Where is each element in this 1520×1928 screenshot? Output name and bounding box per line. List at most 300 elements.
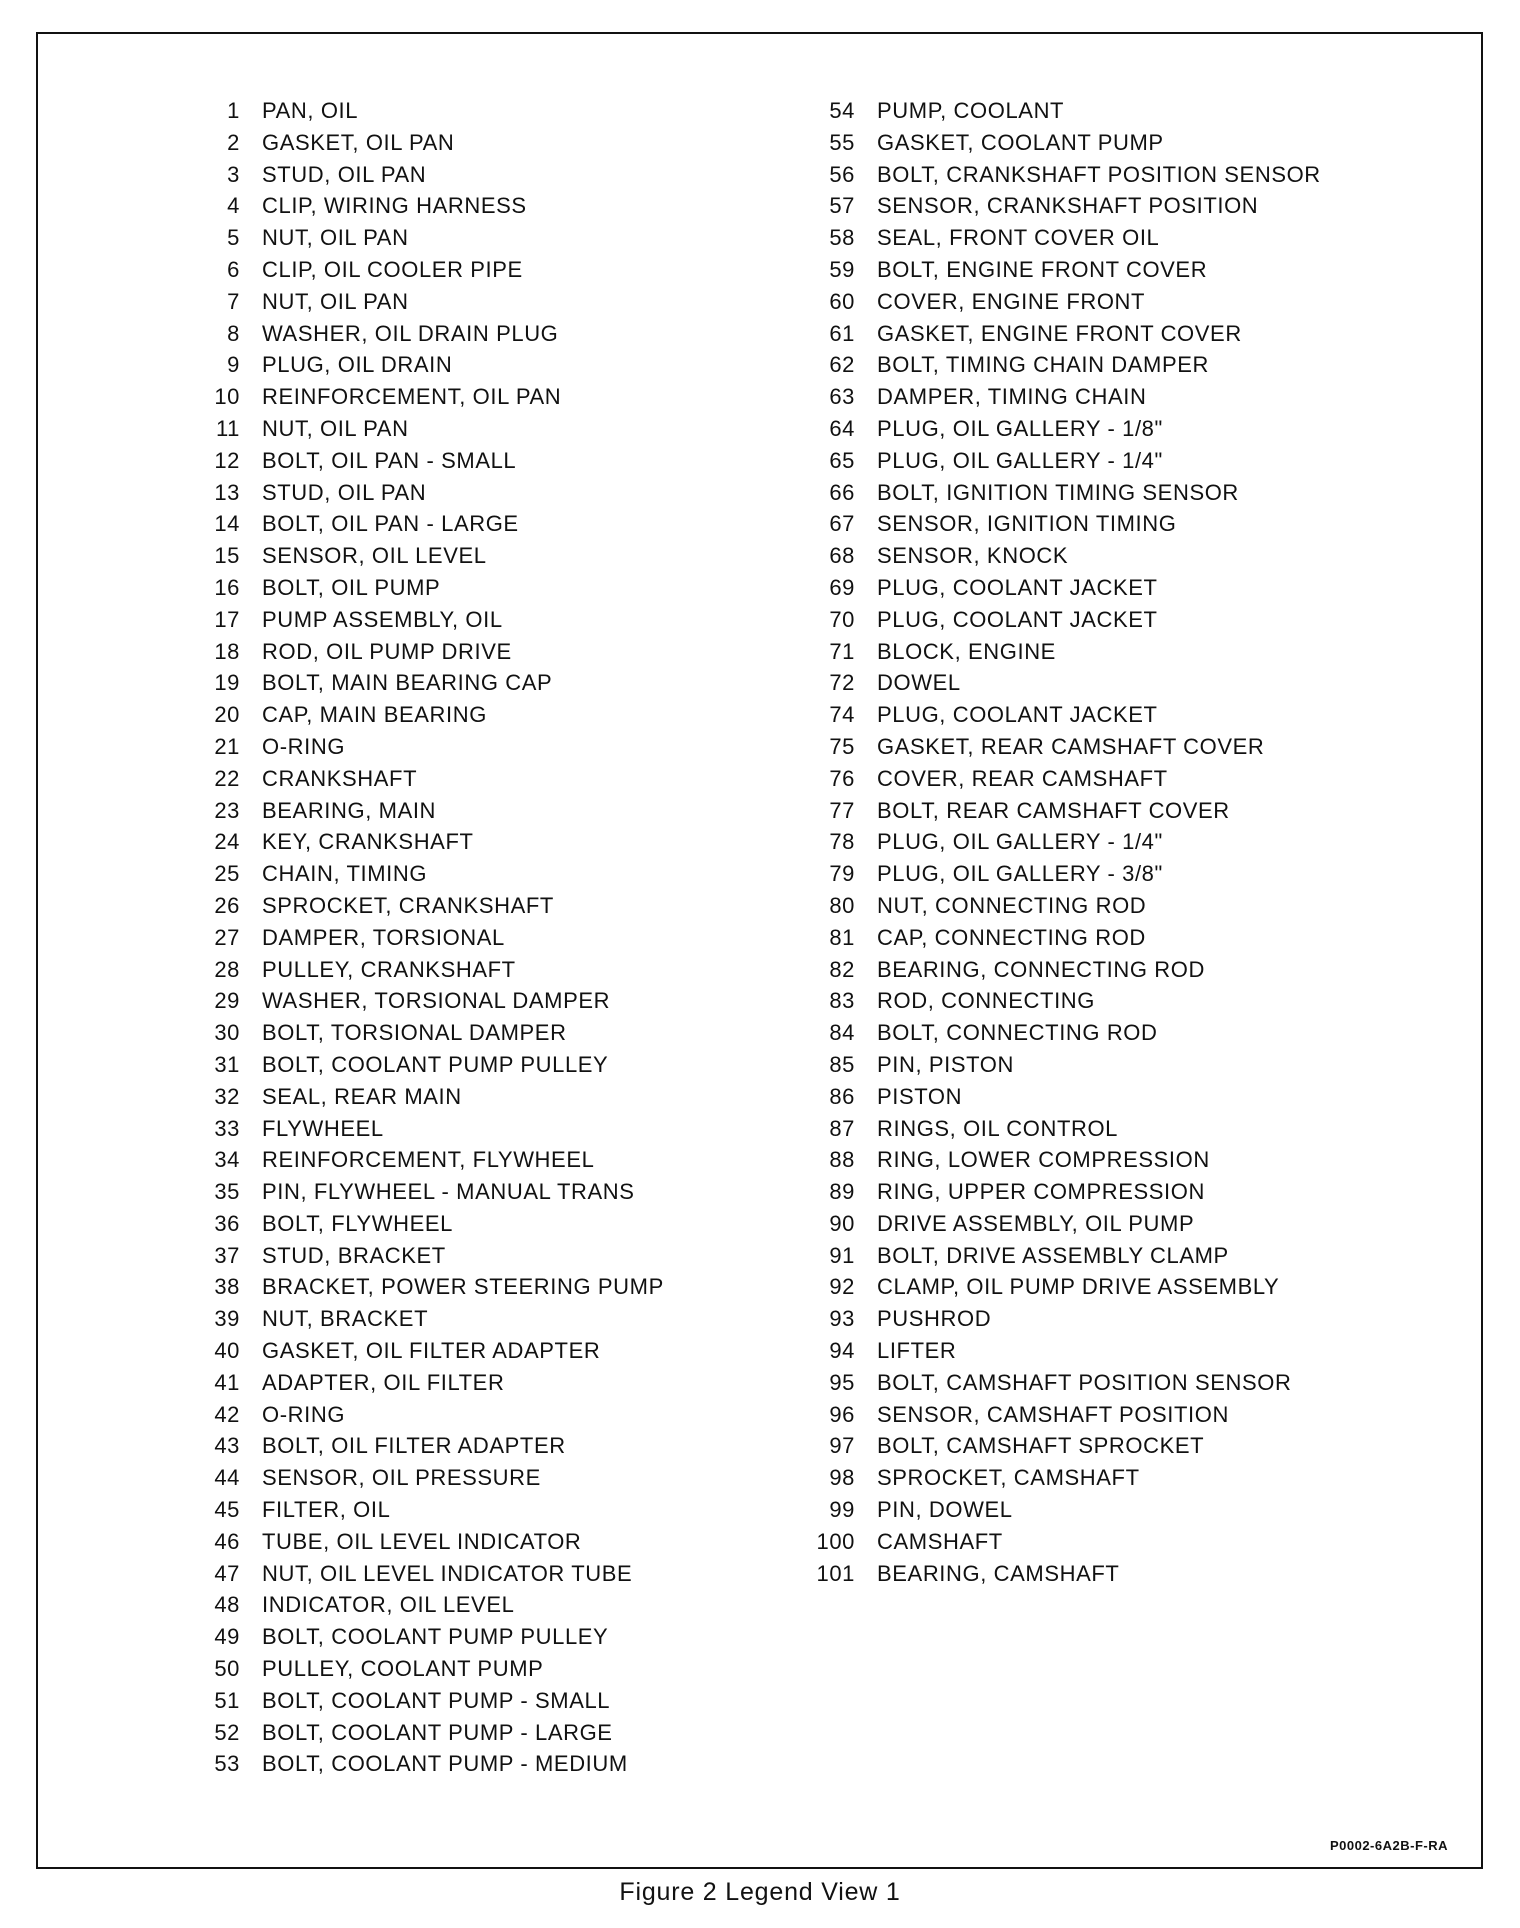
legend-item-number: 52 bbox=[214, 1719, 240, 1745]
legend-item bbox=[803, 1211, 1321, 1243]
legend-item bbox=[803, 416, 1321, 448]
legend-item bbox=[803, 1465, 1321, 1497]
legend-item-number: 97 bbox=[829, 1433, 855, 1459]
legend-item-number: 5 bbox=[227, 225, 240, 251]
legend-item-number: 89 bbox=[829, 1179, 855, 1205]
legend-item-label: NUT, OIL PAN bbox=[262, 288, 409, 314]
legend-item bbox=[803, 193, 1321, 225]
legend-item bbox=[188, 1084, 664, 1116]
legend-item bbox=[803, 321, 1321, 353]
legend-item-number: 70 bbox=[829, 606, 855, 632]
legend-item bbox=[803, 957, 1321, 989]
legend-item-label: BOLT, IGNITION TIMING SENSOR bbox=[877, 479, 1239, 505]
legend-item-label: BOLT, COOLANT PUMP PULLEY bbox=[262, 1624, 609, 1650]
legend-item-number: 34 bbox=[214, 1147, 240, 1173]
legend-item-label: BOLT, CRANKSHAFT POSITION SENSOR bbox=[877, 161, 1321, 187]
legend-item-number: 95 bbox=[829, 1369, 855, 1395]
legend-item-number: 19 bbox=[214, 670, 240, 696]
legend-item-number: 21 bbox=[214, 733, 240, 759]
legend-item bbox=[803, 639, 1321, 671]
legend-item-number: 45 bbox=[214, 1497, 240, 1523]
legend-item bbox=[803, 448, 1321, 480]
legend-item bbox=[188, 1052, 664, 1084]
legend-item-label: CAP, CONNECTING ROD bbox=[877, 924, 1146, 950]
legend-item bbox=[188, 1624, 664, 1656]
legend-item bbox=[188, 1433, 664, 1465]
legend-item bbox=[188, 321, 664, 353]
legend-item-number: 31 bbox=[214, 1051, 240, 1077]
legend-item-label: BOLT, OIL PAN - LARGE bbox=[262, 511, 519, 537]
legend-item-label: CLIP, OIL COOLER PIPE bbox=[262, 256, 523, 282]
legend-item bbox=[803, 130, 1321, 162]
legend-item-label: NUT, BRACKET bbox=[262, 1306, 429, 1332]
legend-item-label: CLAMP, OIL PUMP DRIVE ASSEMBLY bbox=[877, 1274, 1280, 1300]
legend-item-label: REINFORCEMENT, OIL PAN bbox=[262, 384, 562, 410]
legend-item-label: PUSHROD bbox=[877, 1306, 992, 1332]
legend-item-number: 46 bbox=[214, 1528, 240, 1554]
legend-item-number: 60 bbox=[829, 288, 855, 314]
legend-item-number: 13 bbox=[214, 479, 240, 505]
legend-item-label: DAMPER, TORSIONAL bbox=[262, 924, 505, 950]
legend-item bbox=[803, 352, 1321, 384]
legend-item-label: NUT, OIL LEVEL INDICATOR TUBE bbox=[262, 1560, 633, 1586]
legend-item-number: 68 bbox=[829, 543, 855, 569]
legend-item-label: BOLT, TORSIONAL DAMPER bbox=[262, 1020, 567, 1046]
legend-item bbox=[803, 1529, 1321, 1561]
legend-item bbox=[188, 957, 664, 989]
legend-item bbox=[188, 639, 664, 671]
figure-code: P0002-6A2B-F-RA bbox=[1329, 1838, 1448, 1853]
legend-item-number: 41 bbox=[214, 1369, 240, 1395]
legend-item bbox=[803, 543, 1321, 575]
legend-item bbox=[803, 734, 1321, 766]
legend-item-label: CHAIN, TIMING bbox=[262, 861, 428, 887]
legend-item-number: 99 bbox=[829, 1497, 855, 1523]
legend-item bbox=[803, 480, 1321, 512]
legend-item-number: 98 bbox=[829, 1465, 855, 1491]
legend-item bbox=[188, 829, 664, 861]
legend-item-label: GASKET, OIL FILTER ADAPTER bbox=[262, 1338, 601, 1364]
legend-item-label: GASKET, ENGINE FRONT COVER bbox=[877, 320, 1242, 346]
legend-item-number: 6 bbox=[227, 256, 240, 282]
legend-item-number: 71 bbox=[829, 638, 855, 664]
legend-item-label: BLOCK, ENGINE bbox=[877, 638, 1056, 664]
legend-item-number: 9 bbox=[227, 352, 240, 378]
legend-item-number: 100 bbox=[816, 1528, 855, 1554]
legend-item-number: 74 bbox=[829, 702, 855, 728]
legend-item-label: BOLT, OIL PUMP bbox=[262, 574, 441, 600]
legend-item-label: INDICATOR, OIL LEVEL bbox=[262, 1592, 515, 1618]
legend-item bbox=[803, 893, 1321, 925]
legend-item-number: 72 bbox=[829, 670, 855, 696]
legend-item-number: 25 bbox=[214, 861, 240, 887]
legend-item-label: SENSOR, KNOCK bbox=[877, 543, 1069, 569]
legend-item-number: 66 bbox=[829, 479, 855, 505]
legend-item-number: 86 bbox=[829, 1083, 855, 1109]
legend-item bbox=[188, 925, 664, 957]
legend-item-label: PIN, FLYWHEEL - MANUAL TRANS bbox=[262, 1179, 635, 1205]
legend-column-left bbox=[188, 98, 664, 1783]
legend-item-number: 14 bbox=[214, 511, 240, 537]
legend-item bbox=[188, 575, 664, 607]
legend-item bbox=[188, 607, 664, 639]
legend-item bbox=[803, 702, 1321, 734]
legend-item-label: CLIP, WIRING HARNESS bbox=[262, 193, 527, 219]
legend-item-number: 36 bbox=[214, 1210, 240, 1236]
legend-item-number: 62 bbox=[829, 352, 855, 378]
legend-item-number: 28 bbox=[214, 956, 240, 982]
legend-item-label: BEARING, MAIN bbox=[262, 797, 437, 823]
legend-item-label: PLUG, OIL DRAIN bbox=[262, 352, 453, 378]
legend-item bbox=[803, 1243, 1321, 1275]
legend-item-number: 87 bbox=[829, 1115, 855, 1141]
legend-item-number: 4 bbox=[227, 193, 240, 219]
legend-item-number: 81 bbox=[829, 924, 855, 950]
legend-item-label: CAMSHAFT bbox=[877, 1528, 1003, 1554]
legend-item-label: BOLT, COOLANT PUMP - LARGE bbox=[262, 1719, 613, 1745]
legend-item-number: 39 bbox=[214, 1306, 240, 1332]
legend-item-number: 37 bbox=[214, 1242, 240, 1268]
legend-item-number: 101 bbox=[816, 1560, 855, 1586]
legend-item-label: CRANKSHAFT bbox=[262, 765, 418, 791]
legend-item-label: STUD, OIL PAN bbox=[262, 161, 427, 187]
legend-item bbox=[803, 1433, 1321, 1465]
legend-item-number: 67 bbox=[829, 511, 855, 537]
legend-item-label: ADAPTER, OIL FILTER bbox=[262, 1369, 505, 1395]
legend-item bbox=[188, 1306, 664, 1338]
legend-item-number: 50 bbox=[214, 1656, 240, 1682]
legend-item bbox=[188, 1465, 664, 1497]
legend-item bbox=[188, 1338, 664, 1370]
legend-item bbox=[188, 1211, 664, 1243]
legend-item bbox=[803, 289, 1321, 321]
legend-item-number: 20 bbox=[214, 702, 240, 728]
legend-item-label: PLUG, COOLANT JACKET bbox=[877, 606, 1158, 632]
legend-item-label: COVER, REAR CAMSHAFT bbox=[877, 765, 1168, 791]
legend-item-label: BOLT, DRIVE ASSEMBLY CLAMP bbox=[877, 1242, 1229, 1268]
legend-item-number: 3 bbox=[227, 161, 240, 187]
legend-item-number: 63 bbox=[829, 384, 855, 410]
legend-item-label: FLYWHEEL bbox=[262, 1115, 384, 1141]
legend-item bbox=[188, 480, 664, 512]
legend-item-label: LIFTER bbox=[877, 1338, 957, 1364]
legend-item-number: 61 bbox=[829, 320, 855, 346]
legend-item bbox=[803, 988, 1321, 1020]
legend-item bbox=[188, 734, 664, 766]
legend-item-label: BOLT, ENGINE FRONT COVER bbox=[877, 256, 1208, 282]
legend-item-label: PLUG, COOLANT JACKET bbox=[877, 574, 1158, 600]
legend-item-label: WASHER, OIL DRAIN PLUG bbox=[262, 320, 559, 346]
legend-item-label: NUT, OIL PAN bbox=[262, 225, 409, 251]
legend-item-number: 53 bbox=[214, 1751, 240, 1777]
legend-item-number: 47 bbox=[214, 1560, 240, 1586]
legend-item-number: 75 bbox=[829, 733, 855, 759]
legend-item-label: ROD, OIL PUMP DRIVE bbox=[262, 638, 512, 664]
legend-item-number: 15 bbox=[214, 543, 240, 569]
legend-item-label: GASKET, OIL PAN bbox=[262, 129, 455, 155]
legend-item-number: 90 bbox=[829, 1210, 855, 1236]
legend-item-number: 77 bbox=[829, 797, 855, 823]
legend-item-label: O-RING bbox=[262, 733, 346, 759]
legend-item bbox=[188, 384, 664, 416]
legend-item bbox=[188, 130, 664, 162]
legend-item bbox=[803, 1370, 1321, 1402]
legend-item bbox=[803, 162, 1321, 194]
legend-item bbox=[188, 798, 664, 830]
legend-item-number: 44 bbox=[214, 1465, 240, 1491]
legend-item-number: 58 bbox=[829, 225, 855, 251]
legend-item-label: SENSOR, IGNITION TIMING bbox=[877, 511, 1177, 537]
legend-item-label: NUT, OIL PAN bbox=[262, 415, 409, 441]
legend-item-label: ROD, CONNECTING bbox=[877, 988, 1095, 1014]
legend-item-number: 69 bbox=[829, 574, 855, 600]
legend-item-number: 11 bbox=[215, 415, 240, 441]
legend-item-label: BRACKET, POWER STEERING PUMP bbox=[262, 1274, 664, 1300]
legend-item-number: 64 bbox=[829, 415, 855, 441]
legend-item bbox=[188, 1720, 664, 1752]
legend-item-label: BOLT, REAR CAMSHAFT COVER bbox=[877, 797, 1230, 823]
legend-item-label: NUT, CONNECTING ROD bbox=[877, 892, 1147, 918]
legend-item-label: CAP, MAIN BEARING bbox=[262, 702, 487, 728]
legend-item-label: SENSOR, CRANKSHAFT POSITION bbox=[877, 193, 1259, 219]
legend-item bbox=[803, 798, 1321, 830]
legend-item bbox=[803, 1084, 1321, 1116]
legend-item-number: 23 bbox=[214, 797, 240, 823]
legend-item bbox=[188, 893, 664, 925]
legend-item-label: KEY, CRANKSHAFT bbox=[262, 829, 474, 855]
legend-item-number: 78 bbox=[829, 829, 855, 855]
legend-item-label: COVER, ENGINE FRONT bbox=[877, 288, 1146, 314]
legend-item-label: SENSOR, OIL LEVEL bbox=[262, 543, 487, 569]
legend-item-number: 27 bbox=[214, 924, 240, 950]
legend-item-label: BOLT, COOLANT PUMP PULLEY bbox=[262, 1051, 609, 1077]
legend-item bbox=[188, 702, 664, 734]
legend-item bbox=[188, 543, 664, 575]
legend-item-label: PLUG, OIL GALLERY - 1/4" bbox=[877, 829, 1163, 855]
legend-item-label: PUMP ASSEMBLY, OIL bbox=[262, 606, 503, 632]
legend-item bbox=[188, 257, 664, 289]
legend-item-label: STUD, OIL PAN bbox=[262, 479, 427, 505]
legend-item-label: BOLT, CONNECTING ROD bbox=[877, 1020, 1158, 1046]
legend-item-number: 51 bbox=[214, 1687, 240, 1713]
legend-item bbox=[188, 352, 664, 384]
legend-item bbox=[188, 1020, 664, 1052]
legend-item-label: REINFORCEMENT, FLYWHEEL bbox=[262, 1147, 595, 1173]
legend-item bbox=[188, 98, 664, 130]
legend-item bbox=[188, 1529, 664, 1561]
legend-item-number: 1 bbox=[227, 98, 240, 123]
legend-item-label: PUMP, COOLANT bbox=[877, 98, 1065, 123]
legend-item-label: BEARING, CAMSHAFT bbox=[877, 1560, 1120, 1586]
legend-item-number: 30 bbox=[214, 1020, 240, 1046]
legend-item bbox=[188, 225, 664, 257]
legend-item-label: PIN, PISTON bbox=[877, 1051, 1014, 1077]
legend-item-number: 88 bbox=[829, 1147, 855, 1173]
legend-item bbox=[803, 257, 1321, 289]
legend-item-label: PLUG, OIL GALLERY - 3/8" bbox=[877, 861, 1163, 887]
legend-item-number: 38 bbox=[214, 1274, 240, 1300]
legend-item-number: 94 bbox=[829, 1338, 855, 1364]
legend-item bbox=[803, 384, 1321, 416]
legend-item bbox=[803, 1497, 1321, 1529]
legend-item-number: 43 bbox=[214, 1433, 240, 1459]
legend-item bbox=[188, 1147, 664, 1179]
legend-item bbox=[188, 1688, 664, 1720]
legend-item bbox=[803, 766, 1321, 798]
legend-item bbox=[188, 1561, 664, 1593]
legend-item bbox=[188, 988, 664, 1020]
legend-item bbox=[188, 861, 664, 893]
legend-item-number: 32 bbox=[214, 1083, 240, 1109]
legend-item-label: BOLT, COOLANT PUMP - MEDIUM bbox=[262, 1751, 628, 1777]
legend-item-number: 79 bbox=[829, 861, 855, 887]
legend-item-label: PULLEY, COOLANT PUMP bbox=[262, 1656, 544, 1682]
legend-item-number: 49 bbox=[214, 1624, 240, 1650]
legend-item bbox=[188, 448, 664, 480]
legend-item-label: WASHER, TORSIONAL DAMPER bbox=[262, 988, 611, 1014]
legend-item-number: 91 bbox=[829, 1242, 855, 1268]
legend-item bbox=[188, 1592, 664, 1624]
legend-item bbox=[803, 575, 1321, 607]
legend-item-label: SEAL, REAR MAIN bbox=[262, 1083, 462, 1109]
legend-item-label: O-RING bbox=[262, 1401, 346, 1427]
legend-item bbox=[803, 1402, 1321, 1434]
legend-item bbox=[188, 1497, 664, 1529]
legend-item-label: BOLT, COOLANT PUMP - SMALL bbox=[262, 1687, 611, 1713]
legend-item-label: DRIVE ASSEMBLY, OIL PUMP bbox=[877, 1210, 1195, 1236]
legend-item bbox=[803, 1561, 1321, 1593]
legend-item bbox=[803, 1116, 1321, 1148]
legend-item-number: 85 bbox=[829, 1051, 855, 1077]
legend-item-number: 54 bbox=[829, 98, 855, 123]
legend-item-number: 92 bbox=[829, 1274, 855, 1300]
legend-item bbox=[188, 1370, 664, 1402]
legend-item bbox=[803, 1179, 1321, 1211]
figure-caption: Figure 2 Legend View 1 bbox=[619, 1878, 901, 1906]
legend-item-number: 42 bbox=[214, 1401, 240, 1427]
legend-item-number: 76 bbox=[829, 765, 855, 791]
legend-item bbox=[188, 1116, 664, 1148]
legend-item-number: 16 bbox=[214, 574, 240, 600]
legend-item-number: 96 bbox=[829, 1401, 855, 1427]
legend-item-number: 26 bbox=[214, 892, 240, 918]
legend-item bbox=[803, 225, 1321, 257]
legend-item-number: 40 bbox=[214, 1338, 240, 1364]
legend-item-number: 83 bbox=[829, 988, 855, 1014]
legend-item-label: GASKET, COOLANT PUMP bbox=[877, 129, 1164, 155]
legend-item bbox=[188, 416, 664, 448]
legend-item-label: BOLT, CAMSHAFT SPROCKET bbox=[877, 1433, 1205, 1459]
legend-item-number: 48 bbox=[214, 1592, 240, 1618]
legend-item bbox=[803, 1147, 1321, 1179]
legend-item-label: SEAL, FRONT COVER OIL bbox=[877, 225, 1160, 251]
legend-item-number: 2 bbox=[227, 129, 240, 155]
legend-item-number: 55 bbox=[829, 129, 855, 155]
legend-item bbox=[803, 98, 1321, 130]
legend-item bbox=[188, 1243, 664, 1275]
legend-item-number: 12 bbox=[214, 447, 240, 473]
legend-item bbox=[188, 766, 664, 798]
legend-item-label: BOLT, TIMING CHAIN DAMPER bbox=[877, 352, 1210, 378]
legend-item bbox=[803, 1020, 1321, 1052]
legend-item-number: 8 bbox=[227, 320, 240, 346]
legend-item bbox=[803, 670, 1321, 702]
legend-item-label: BOLT, OIL FILTER ADAPTER bbox=[262, 1433, 566, 1459]
legend-item-number: 22 bbox=[214, 765, 240, 791]
legend-item-label: SENSOR, CAMSHAFT POSITION bbox=[877, 1401, 1229, 1427]
legend-item-number: 17 bbox=[214, 606, 240, 632]
legend-item-number: 80 bbox=[829, 892, 855, 918]
legend-column-right bbox=[803, 98, 1321, 1592]
legend-item bbox=[188, 1274, 664, 1306]
legend-item-number: 24 bbox=[214, 829, 240, 855]
legend-item bbox=[188, 1656, 664, 1688]
legend-item bbox=[188, 670, 664, 702]
legend-item-number: 57 bbox=[829, 193, 855, 219]
legend-item bbox=[803, 1338, 1321, 1370]
legend-item-label: FILTER, OIL bbox=[262, 1497, 391, 1523]
legend-item-label: PLUG, OIL GALLERY - 1/8" bbox=[877, 415, 1163, 441]
legend-item-label: SPROCKET, CRANKSHAFT bbox=[262, 892, 554, 918]
legend-item-label: PAN, OIL bbox=[262, 98, 359, 123]
legend-item bbox=[803, 925, 1321, 957]
legend-item-label: RING, UPPER COMPRESSION bbox=[877, 1179, 1205, 1205]
legend-item-label: DAMPER, TIMING CHAIN bbox=[877, 384, 1147, 410]
legend-item bbox=[803, 1306, 1321, 1338]
legend-item-number: 7 bbox=[227, 288, 240, 314]
legend-item bbox=[803, 511, 1321, 543]
legend-item-label: STUD, BRACKET bbox=[262, 1242, 446, 1268]
legend-item bbox=[803, 607, 1321, 639]
legend-item bbox=[803, 861, 1321, 893]
legend-item bbox=[188, 289, 664, 321]
legend-item-label: GASKET, REAR CAMSHAFT COVER bbox=[877, 733, 1265, 759]
legend-item bbox=[188, 162, 664, 194]
legend-item bbox=[188, 1751, 664, 1783]
legend-item bbox=[188, 511, 664, 543]
legend-item-label: SENSOR, OIL PRESSURE bbox=[262, 1465, 541, 1491]
legend-item bbox=[803, 829, 1321, 861]
legend-item-number: 33 bbox=[214, 1115, 240, 1141]
legend-item-label: PLUG, OIL GALLERY - 1/4" bbox=[877, 447, 1163, 473]
legend-item-label: RING, LOWER COMPRESSION bbox=[877, 1147, 1210, 1173]
legend-item-number: 59 bbox=[829, 256, 855, 282]
legend-item-label: PIN, DOWEL bbox=[877, 1497, 1013, 1523]
legend-item-label: DOWEL bbox=[877, 670, 961, 696]
legend-item-label: PULLEY, CRANKSHAFT bbox=[262, 956, 516, 982]
legend-item-number: 29 bbox=[214, 988, 240, 1014]
legend-item-number: 65 bbox=[829, 447, 855, 473]
legend-item-label: TUBE, OIL LEVEL INDICATOR bbox=[262, 1528, 582, 1554]
legend-item-label: BOLT, OIL PAN - SMALL bbox=[262, 447, 517, 473]
legend-frame bbox=[36, 32, 1483, 1869]
legend-item bbox=[188, 193, 664, 225]
legend-item-label: RINGS, OIL CONTROL bbox=[877, 1115, 1119, 1141]
legend-item-label: BEARING, CONNECTING ROD bbox=[877, 956, 1205, 982]
legend-item-label: BOLT, FLYWHEEL bbox=[262, 1210, 453, 1236]
legend-item-number: 56 bbox=[829, 161, 855, 187]
legend-item-label: BOLT, CAMSHAFT POSITION SENSOR bbox=[877, 1369, 1292, 1395]
legend-item-label: PLUG, COOLANT JACKET bbox=[877, 702, 1158, 728]
legend-item bbox=[803, 1274, 1321, 1306]
legend-item-number: 93 bbox=[829, 1306, 855, 1332]
legend-item-label: PISTON bbox=[877, 1083, 963, 1109]
legend-item bbox=[803, 1052, 1321, 1084]
legend-item bbox=[188, 1402, 664, 1434]
legend-item-number: 18 bbox=[214, 638, 240, 664]
legend-item-number: 82 bbox=[829, 956, 855, 982]
legend-item-label: BOLT, MAIN BEARING CAP bbox=[262, 670, 553, 696]
